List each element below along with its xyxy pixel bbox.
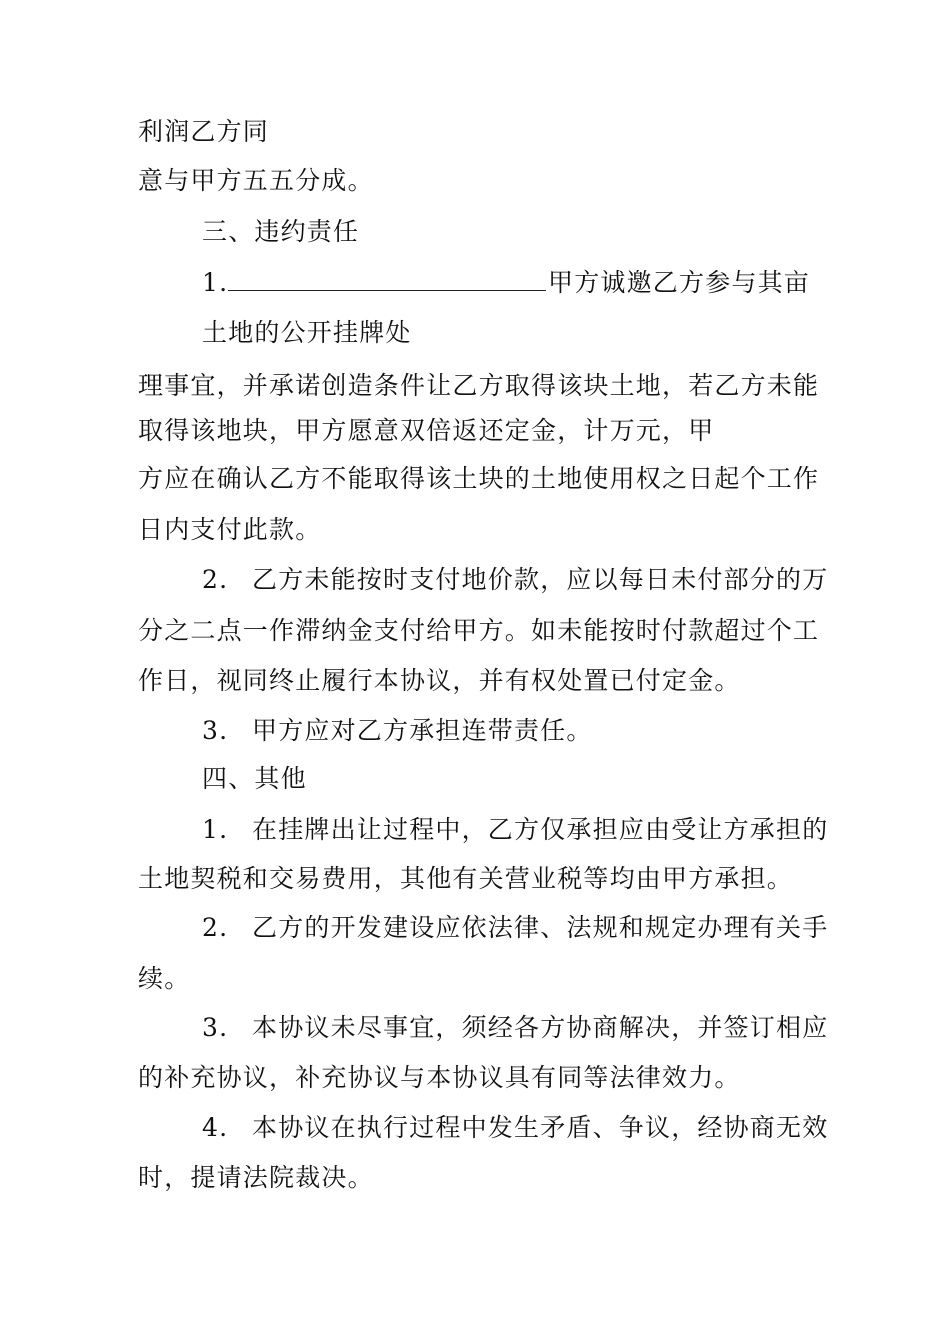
fill-in-blank (228, 268, 546, 291)
text-line: 分之二点一作滞纳金支付给甲方。如未能按时付款超过个工 (138, 616, 820, 645)
clause-number: 4. (202, 1113, 229, 1142)
clause-number: 2. (202, 565, 229, 594)
text-line: 土地契税和交易费用，其他有关营业税等均由甲方承担。 (138, 864, 794, 893)
clause-text: 本协议未尽事宜，须经各方协商解决，并签订相应 (252, 1013, 829, 1042)
clause-item (202, 913, 828, 943)
section-heading-other: 四、其他 (202, 764, 307, 793)
text-line: 取得该地块，甲方愿意双倍返还定金，计万元，甲 (138, 416, 715, 445)
clause-number: 1. (202, 815, 229, 844)
section-heading-breach-liability: 三、违约责任 (202, 217, 360, 246)
text-line: 日内支付此款。 (138, 515, 322, 544)
text-line: 时，提请法院裁决。 (138, 1163, 374, 1192)
clause-item (202, 1113, 828, 1143)
text-line: 意与甲方五五分成。 (138, 166, 374, 195)
clause-text: 在挂牌出让过程中，乙方仅承担应由受让方承担的 (252, 815, 829, 844)
clause-number: 2. (202, 913, 229, 942)
text-line: 方应在确认乙方不能取得该土块的土地使用权之日起个工作 (138, 464, 820, 493)
clause-item (202, 565, 828, 595)
clause-text: 本协议在执行过程中发生矛盾、争议，经协商无效 (252, 1113, 829, 1142)
text-line: 作日，视同终止履行本协议，并有权处置已付定金。 (138, 666, 741, 695)
clause-item (202, 716, 593, 746)
text-line: 续。 (138, 964, 191, 993)
clause-text: 甲方诚邀乙方参与其亩 (548, 268, 811, 297)
text-line: 利润乙方同 (138, 117, 270, 146)
clause-text: 乙方的开发建设应依法律、法规和规定办理有关手 (252, 913, 829, 942)
clause-number: 1. (202, 268, 229, 297)
text-line: 理事宜，并承诺创造条件让乙方取得该块土地，若乙方未能 (138, 371, 820, 400)
clause-text: 乙方未能按时支付地价款，应以每日未付部分的万 (252, 565, 829, 594)
clause-number: 3. (202, 716, 229, 745)
text-line: 的补充协议，补充协议与本协议具有同等法律效力。 (138, 1063, 741, 1092)
clause-item (202, 815, 828, 845)
text-line: 土地的公开挂牌处 (202, 318, 412, 347)
clause-item (202, 268, 810, 298)
clause-text: 甲方应对乙方承担连带责任。 (252, 716, 593, 745)
clause-item (202, 1013, 828, 1043)
clause-number: 3. (202, 1013, 229, 1042)
